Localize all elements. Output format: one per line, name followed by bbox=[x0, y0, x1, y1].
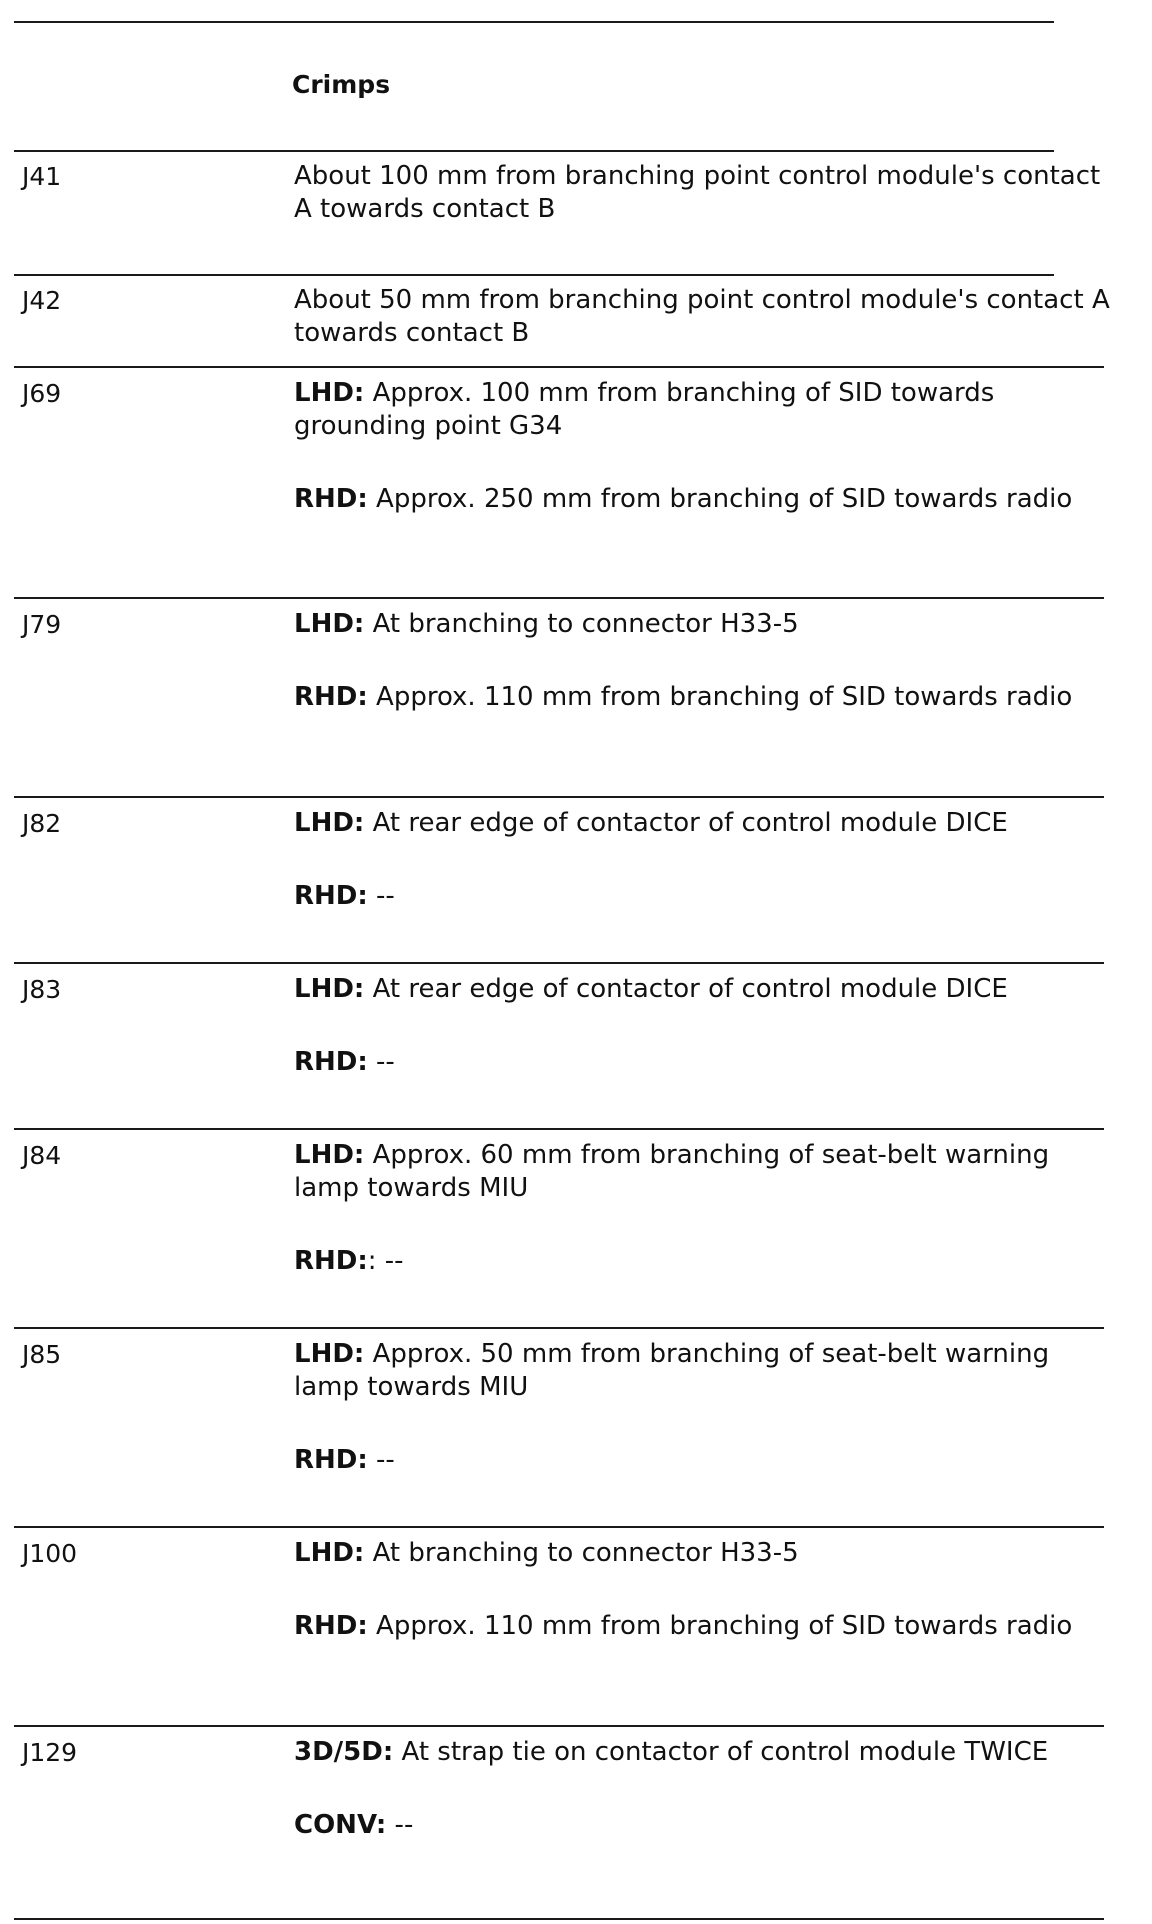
location-paragraph bbox=[294, 608, 1114, 641]
variant-label: RHD: bbox=[294, 682, 368, 712]
location-paragraph bbox=[294, 1736, 1114, 1769]
crimp-code: J42 bbox=[22, 286, 62, 315]
crimp-location bbox=[294, 160, 1114, 226]
crimp-location bbox=[294, 973, 1114, 1079]
location-text: Approx. 60 mm from branching of seat-belt warning lamp towards MIU bbox=[294, 1140, 1050, 1203]
variant-label: RHD: bbox=[294, 1246, 368, 1276]
location-text: About 50 mm from branching point control module's contact A towards contact B bbox=[294, 285, 1110, 348]
location-paragraph bbox=[294, 483, 1114, 516]
location-text: At branching to connector H33-5 bbox=[364, 1538, 799, 1568]
crimp-location bbox=[294, 1338, 1114, 1477]
crimp-code: J129 bbox=[22, 1738, 78, 1767]
location-text: At strap tie on contactor of control module TWICE bbox=[393, 1737, 1049, 1767]
location-paragraph bbox=[294, 284, 1114, 350]
crimp-code: J69 bbox=[22, 379, 62, 408]
row-divider bbox=[14, 962, 1104, 964]
location-paragraph bbox=[294, 880, 1114, 913]
location-paragraph bbox=[294, 1338, 1114, 1404]
variant-label: RHD: bbox=[294, 881, 368, 911]
row-divider bbox=[14, 274, 1054, 276]
location-text: -- bbox=[367, 1445, 395, 1475]
crimp-location bbox=[294, 1139, 1114, 1278]
location-text: Approx. 110 mm from branching of SID towards radio bbox=[367, 1611, 1073, 1641]
row-divider bbox=[14, 796, 1104, 798]
location-paragraph bbox=[294, 1610, 1114, 1643]
row-divider bbox=[14, 597, 1104, 599]
row-divider bbox=[14, 1128, 1104, 1130]
location-text: : -- bbox=[367, 1246, 404, 1276]
column-header-crimps: Crimps bbox=[292, 70, 391, 99]
top-rule bbox=[14, 21, 1054, 23]
location-paragraph bbox=[294, 1537, 1114, 1570]
crimp-location bbox=[294, 377, 1114, 516]
crimp-code: J84 bbox=[22, 1141, 62, 1170]
location-text: Approx. 250 mm from branching of SID towards radio bbox=[367, 484, 1073, 514]
variant-label: RHD: bbox=[294, 1611, 368, 1641]
variant-label: LHD: bbox=[294, 1140, 365, 1170]
location-paragraph bbox=[294, 377, 1114, 443]
row-divider bbox=[14, 366, 1104, 368]
location-paragraph bbox=[294, 973, 1114, 1006]
row-divider bbox=[14, 1526, 1104, 1528]
variant-label: RHD: bbox=[294, 1445, 368, 1475]
crimp-location bbox=[294, 1736, 1114, 1842]
location-paragraph bbox=[294, 681, 1114, 714]
location-paragraph bbox=[294, 1444, 1114, 1477]
location-text: -- bbox=[367, 1047, 395, 1077]
location-text: About 100 mm from branching point control module's contact A towards contact B bbox=[294, 161, 1101, 224]
crimp-location bbox=[294, 284, 1114, 350]
location-text: -- bbox=[386, 1810, 414, 1840]
crimp-code: J41 bbox=[22, 162, 62, 191]
location-paragraph bbox=[294, 1046, 1114, 1079]
location-paragraph bbox=[294, 1245, 1114, 1278]
location-text: -- bbox=[367, 881, 395, 911]
crimp-code: J100 bbox=[22, 1539, 78, 1568]
row-divider bbox=[14, 1327, 1104, 1329]
location-paragraph bbox=[294, 1139, 1114, 1205]
bottom-rule bbox=[14, 1918, 1104, 1920]
location-paragraph bbox=[294, 1809, 1114, 1842]
location-text: At rear edge of contactor of control module DICE bbox=[364, 808, 1008, 838]
variant-label: LHD: bbox=[294, 1339, 365, 1369]
crimp-location bbox=[294, 608, 1114, 714]
location-text: Approx. 110 mm from branching of SID towards radio bbox=[367, 682, 1073, 712]
variant-label: LHD: bbox=[294, 808, 365, 838]
crimp-code: J85 bbox=[22, 1340, 62, 1369]
location-paragraph bbox=[294, 160, 1114, 226]
crimp-location bbox=[294, 1537, 1114, 1643]
variant-label: LHD: bbox=[294, 974, 365, 1004]
variant-label: 3D/5D: bbox=[294, 1737, 394, 1767]
variant-label: RHD: bbox=[294, 484, 368, 514]
variant-label: CONV: bbox=[294, 1810, 387, 1840]
variant-label: LHD: bbox=[294, 1538, 365, 1568]
location-text: Approx. 100 mm from branching of SID towards grounding point G34 bbox=[294, 378, 995, 441]
variant-label: RHD: bbox=[294, 1047, 368, 1077]
location-paragraph bbox=[294, 807, 1114, 840]
row-divider bbox=[14, 1725, 1104, 1727]
location-text: At branching to connector H33-5 bbox=[364, 609, 799, 639]
crimp-code: J79 bbox=[22, 610, 62, 639]
variant-label: LHD: bbox=[294, 609, 365, 639]
location-text: At rear edge of contactor of control module DICE bbox=[364, 974, 1008, 1004]
location-text: Approx. 50 mm from branching of seat-belt warning lamp towards MIU bbox=[294, 1339, 1050, 1402]
header-rule bbox=[14, 150, 1054, 152]
crimp-location bbox=[294, 807, 1114, 913]
variant-label: LHD: bbox=[294, 378, 365, 408]
crimp-code: J82 bbox=[22, 809, 62, 838]
crimp-code: J83 bbox=[22, 975, 62, 1004]
